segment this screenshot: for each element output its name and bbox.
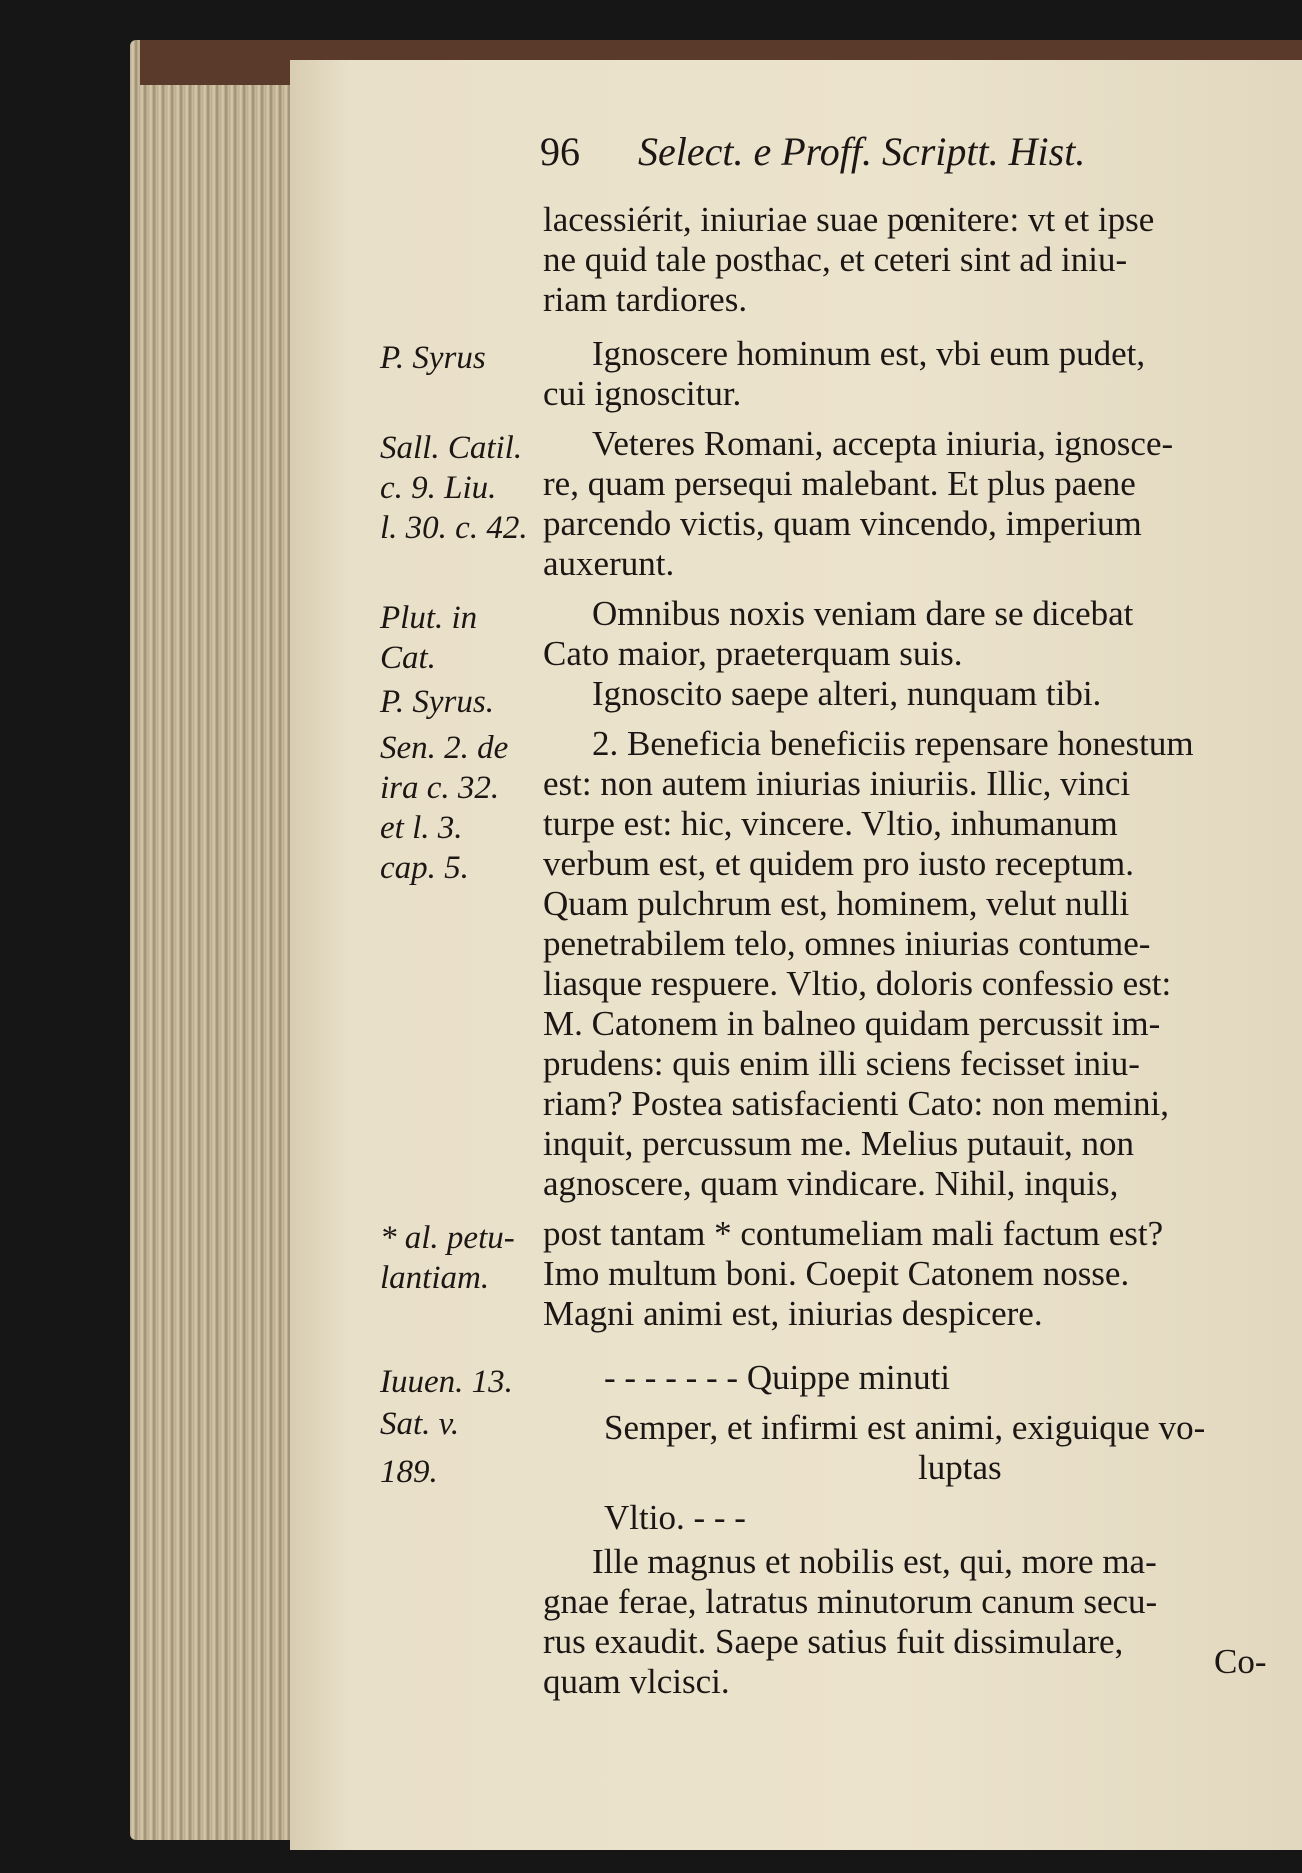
margin-note: Sall. Catil. bbox=[380, 430, 523, 466]
text-line: Veteres Romani, accepta iniuria, ignosce- bbox=[592, 424, 1174, 463]
text-line: rus exaudit. Saepe satius fuit dissimulare, bbox=[543, 1622, 1124, 1661]
text-line: quam vlcisci. bbox=[543, 1662, 730, 1701]
text-line: est: non autem iniurias iniuriis. Illic, vinci bbox=[543, 764, 1131, 803]
book-page-edges bbox=[130, 40, 305, 1840]
margin-note: Sen. 2. de bbox=[380, 730, 509, 766]
margin-note: cap. 5. bbox=[380, 850, 469, 886]
text-line: Imo multum boni. Coepit Catonem nosse. bbox=[543, 1254, 1130, 1293]
text-line: lacessiérit, iniuriae suae pœnitere: vt et ipse bbox=[543, 200, 1155, 239]
margin-note: P. Syrus bbox=[380, 340, 486, 376]
verse-line: - - - - - - - Quippe minuti bbox=[604, 1358, 951, 1397]
text-line: re, quam persequi malebant. Et plus paene bbox=[543, 464, 1136, 503]
text-line: ne quid tale posthac, et ceteri sint ad iniu- bbox=[543, 240, 1128, 279]
text-line: agnoscere, quam vindicare. Nihil, inquis, bbox=[543, 1164, 1119, 1203]
text-line: liasque respuere. Vltio, doloris confessio est: bbox=[543, 964, 1172, 1003]
text-line: Magni animi est, iniurias despicere. bbox=[543, 1294, 1043, 1333]
text-line: gnae ferae, latratus minutorum canum secu- bbox=[543, 1582, 1158, 1621]
margin-note: Plut. in bbox=[380, 600, 478, 636]
margin-note: c. 9. Liu. bbox=[380, 470, 497, 506]
running-title: Select. e Proff. Scriptt. Hist. bbox=[638, 129, 1086, 174]
margin-note: P. Syrus. bbox=[380, 684, 494, 720]
catchword: Co- bbox=[1214, 1642, 1267, 1681]
verse-line: Semper, et infirmi est animi, exiguique vo- bbox=[604, 1408, 1206, 1447]
margin-note: 189. bbox=[380, 1454, 438, 1490]
margin-note: Cat. bbox=[380, 640, 436, 676]
text-line: Ignoscere hominum est, vbi eum pudet, bbox=[592, 334, 1146, 373]
margin-note: et l. 3. bbox=[380, 810, 463, 846]
margin-note: Iuuen. 13. bbox=[380, 1364, 513, 1400]
text-line: Omnibus noxis veniam dare se dicebat bbox=[592, 594, 1134, 633]
margin-note: l. 30. c. 42. bbox=[380, 510, 528, 546]
verse-line: luptas bbox=[918, 1448, 1002, 1487]
text-line: Ille magnus et nobilis est, qui, more ma- bbox=[592, 1542, 1157, 1581]
text-line: inquit, percussum me. Melius putauit, non bbox=[543, 1124, 1135, 1163]
running-header bbox=[540, 128, 1085, 175]
text-line: cui ignoscitur. bbox=[543, 374, 742, 413]
text-line: Ignoscito saepe alteri, nunquam tibi. bbox=[592, 674, 1102, 713]
text-line: M. Catonem in balneo quidam percussit im- bbox=[543, 1004, 1161, 1043]
text-line: Cato maior, praeterquam suis. bbox=[543, 634, 963, 673]
text-line: 2. Beneficia beneficiis repensare honestum bbox=[592, 724, 1194, 763]
text-line: parcendo victis, quam vincendo, imperium bbox=[543, 504, 1142, 543]
margin-note: lantiam. bbox=[380, 1260, 490, 1296]
text-line: verbum est, et quidem pro iusto receptum. bbox=[543, 844, 1134, 883]
margin-note: Sat. v. bbox=[380, 1406, 460, 1442]
verse-line: Vltio. - - - bbox=[604, 1498, 746, 1537]
text-line: Quam pulchrum est, hominem, velut nulli bbox=[543, 884, 1130, 923]
margin-note: ira c. 32. bbox=[380, 770, 500, 806]
text-line: post tantam * contumeliam mali factum est? bbox=[543, 1214, 1164, 1253]
margin-note: * al. petu- bbox=[380, 1220, 515, 1256]
text-line: penetrabilem telo, omnes iniurias contume- bbox=[543, 924, 1151, 963]
page-number: 96 bbox=[540, 129, 580, 174]
text-line: riam? Postea satisfacienti Cato: non memini, bbox=[543, 1084, 1169, 1123]
text-line: auxerunt. bbox=[543, 544, 675, 583]
text-line: riam tardiores. bbox=[543, 280, 748, 319]
text-line: prudens: quis enim illi sciens fecisset iniu- bbox=[543, 1044, 1140, 1083]
text-line: turpe est: hic, vincere. Vltio, inhumanum bbox=[543, 804, 1118, 843]
